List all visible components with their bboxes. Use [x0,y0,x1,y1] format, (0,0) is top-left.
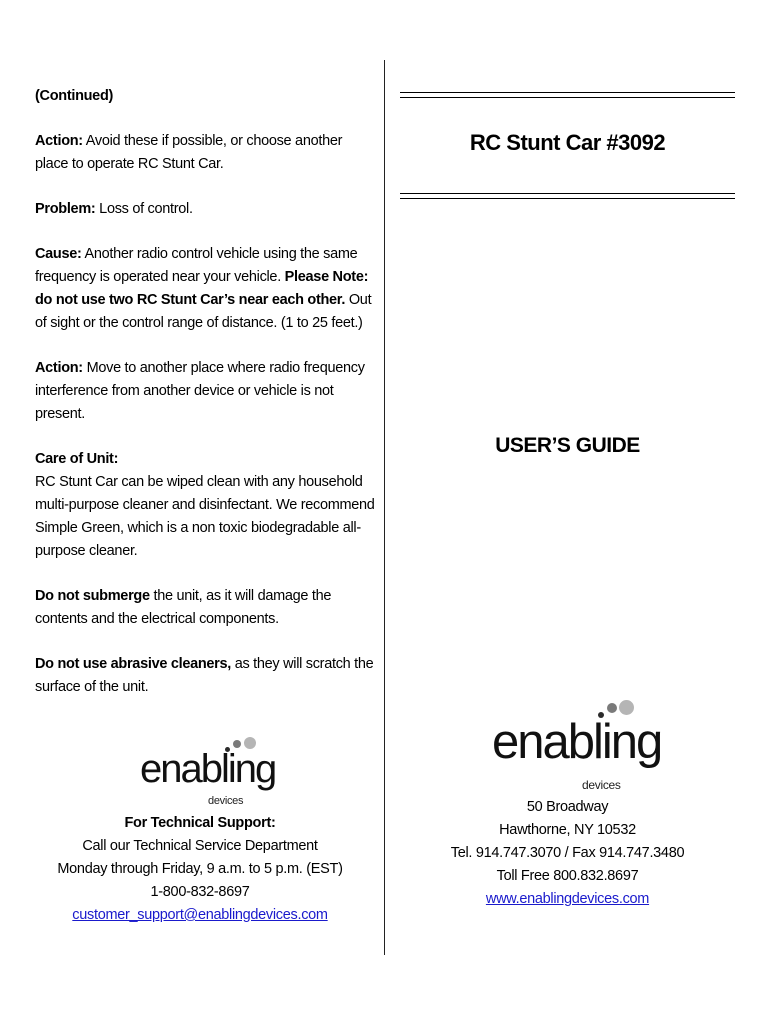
enabling-logo-right [492,698,662,793]
action-avoid-paragraph: Action: Avoid these if possible, or choose another place to operate RC Stunt Car. [35,133,343,172]
enabling-logo-left [140,735,276,810]
bottom-double-rule [400,193,735,199]
technical-support-block [35,812,365,927]
address-line1: 50 Broadway [526,799,609,815]
support-hours: Monday through Friday, 9 a.m. to 5 p.m. (EST) [57,861,343,877]
contact-block [400,796,735,911]
cause-paragraph: Cause: Another radio control vehicle using the same frequency is operated near your vehicle. Please Note: do not use two RC Stunt Car’s near each other. Out of sight or the control range of distance. (1 to 25 feet.) [35,246,372,331]
website-link[interactable]: www.enablingdevices.com [485,891,650,907]
care-paragraph: Care of Unit: RC Stunt Car can be wiped clean with any household multi-purpose cleaner and disinfectant. We recommend Simple Green, which is a non toxic biodegradable all-purpose cleaner. [35,451,375,559]
users-guide-heading: USER’S GUIDE [495,434,640,457]
problem-paragraph: Problem: Loss of control. [35,201,193,217]
support-phone: 1-800-832-8697 [150,884,250,900]
action-move-paragraph: Action: Move to another place where radio frequency interference from another device or vehicle is not present. [35,360,365,422]
logo-wordmark: enabling [492,715,662,769]
support-line1: Call our Technical Service Department [82,838,318,854]
logo-wordmark: enabling [140,747,276,791]
logo-dot-mid [607,703,617,713]
address-line2: Hawthorne, NY 10532 [499,822,636,838]
logo-dot-light [619,700,634,715]
toll-free: Toll Free 800.832.8697 [496,868,639,884]
logo-subtext: devices [582,778,621,792]
column-divider [384,60,385,955]
logo-subtext: devices [208,795,244,807]
product-title: RC Stunt Car #3092 [469,130,666,155]
support-heading: For Technical Support: [124,815,276,831]
continued-label: (Continued) [35,88,114,104]
left-column [35,85,375,721]
top-double-rule [400,92,735,98]
submerge-paragraph: Do not submerge the unit, as it will damage the contents and the electrical components. [35,588,332,627]
abrasive-paragraph: Do not use abrasive cleaners, as they will scratch the surface of the unit. [35,656,374,695]
support-email-link[interactable]: customer_support@enablingdevices.com [72,907,328,923]
tel-fax: Tel. 914.747.3070 / Fax 914.747.3480 [450,845,685,861]
